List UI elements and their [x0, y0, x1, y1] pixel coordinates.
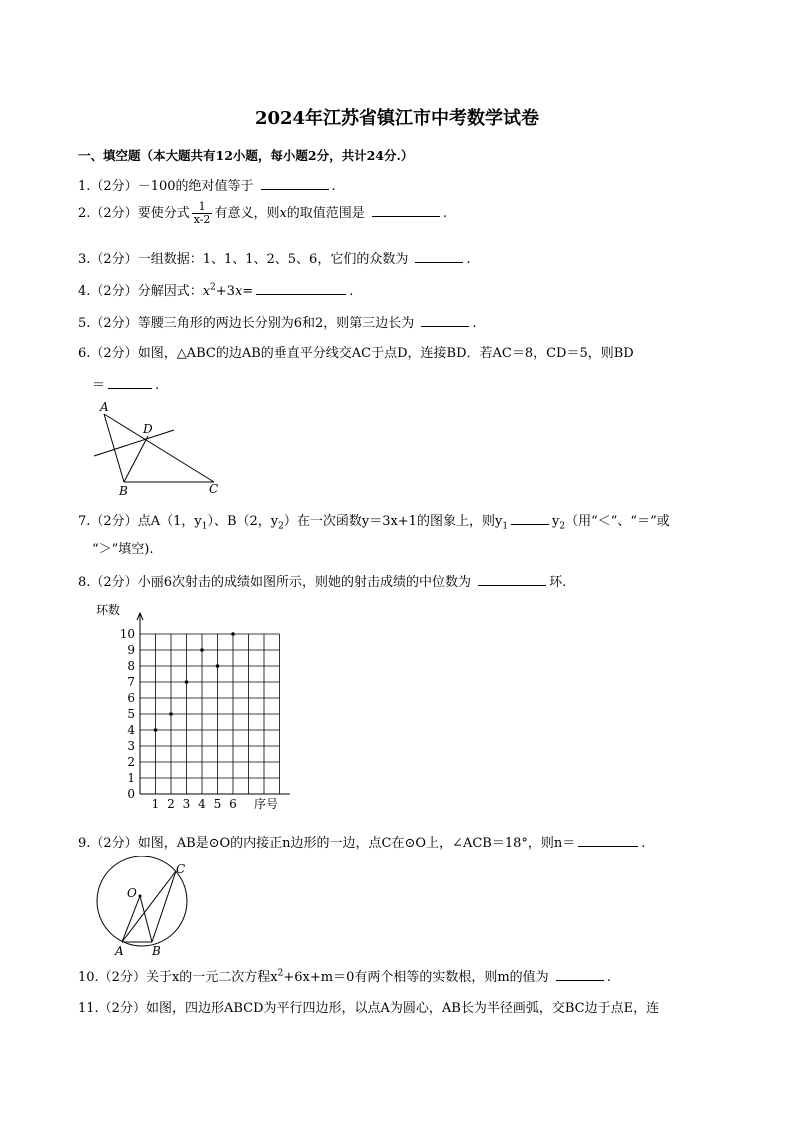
score-chart: [90, 598, 290, 816]
answer-blank[interactable]: [556, 966, 604, 981]
y-tick-label: 4: [127, 723, 135, 737]
fraction: [192, 201, 213, 226]
question-number: 2.（2分）: [78, 206, 138, 221]
answer-blank[interactable]: [511, 510, 549, 525]
variable: x: [234, 284, 243, 299]
subscript: 1: [201, 521, 208, 532]
variable: x: [202, 284, 211, 299]
circle-o: [97, 856, 187, 946]
question-text: 如图，△ABC的边AB的垂直平分线交AC于点D，连接BD．若AC＝8，CD＝5，则BD: [137, 346, 634, 361]
question-6: [78, 342, 634, 361]
subscript: 2: [278, 521, 284, 532]
y-tick-label: 1: [127, 771, 135, 785]
question-number: 4.（2分）: [78, 284, 138, 299]
question-end: .: [155, 378, 160, 393]
answer-blank[interactable]: [478, 571, 546, 586]
data-point: [200, 648, 204, 652]
y-tick-label: 3: [127, 739, 135, 753]
x-tick-label: 1: [151, 797, 160, 811]
question-1: [78, 175, 336, 194]
question-text: －100的绝对值等于: [137, 179, 254, 194]
y-axis-label: 环数: [96, 603, 121, 617]
exponent: 2: [210, 282, 216, 293]
expression: +3: [215, 284, 235, 299]
question-number: 9.（2分）: [78, 836, 138, 851]
question-3: [78, 248, 471, 267]
segment-oa: [122, 896, 140, 942]
label-b: B: [119, 484, 128, 498]
y-tick-label: 2: [127, 755, 135, 769]
question-text: 如图，AB是⊙O的内接正n边形的一边，点C在⊙O上，∠ACB＝18°，则n＝: [137, 836, 576, 851]
fraction-numerator: 1: [192, 201, 213, 214]
question-end: .: [606, 970, 611, 985]
question-number: 6.（2分）: [78, 346, 138, 361]
y-tick-label: 8: [127, 659, 135, 673]
question-text: 要使分式: [137, 206, 190, 221]
question-number: 3.（2分）: [78, 252, 138, 267]
answer-blank[interactable]: [261, 175, 329, 190]
question-end: .: [349, 284, 354, 299]
data-point: [216, 664, 220, 668]
question-text: 关于x的一元二次方程x: [145, 970, 278, 985]
answer-blank[interactable]: [421, 312, 469, 327]
question-number: 10.（2分）: [78, 970, 146, 985]
y-tick-label: 0: [127, 787, 135, 801]
question-4: [78, 280, 353, 299]
question-6-continued: [92, 374, 159, 393]
question-text: 有意义，则: [214, 206, 280, 221]
circle-figure: [90, 856, 200, 958]
x-tick-label: 5: [213, 797, 222, 811]
question-end: .: [442, 206, 448, 221]
x-tick-label: 2: [167, 797, 175, 811]
segment-bc: [152, 871, 176, 942]
question-text: ）、B（2，y: [207, 514, 279, 529]
triangle-figure: [88, 398, 228, 500]
answer-blank[interactable]: [372, 202, 440, 217]
question-8: [78, 571, 566, 590]
variable: x: [279, 206, 287, 221]
question-end: .: [331, 179, 336, 194]
fraction-denominator: x-2: [193, 213, 211, 226]
question-number: 7.（2分）: [78, 514, 138, 529]
chart-ticks: [120, 627, 237, 811]
question-end: .: [472, 316, 477, 331]
question-text: ）在一次函数y＝3x+1的图象上，则y: [283, 514, 503, 529]
page-title: 2024年江苏省镇江市中考数学试卷: [254, 108, 540, 129]
label-o: O: [127, 886, 137, 900]
exponent: 2: [277, 968, 284, 979]
center-point: [139, 895, 142, 898]
question-10: [78, 966, 611, 985]
segment-ob: [140, 896, 152, 942]
data-point: [185, 680, 189, 684]
question-text: 如图，四边形ABCD为平行四边形，以点A为圆心，AB长为半径画弧，交BC边于点E，连: [145, 1001, 660, 1016]
y-tick-label: 7: [127, 675, 135, 689]
data-point: [169, 712, 173, 716]
question-text: 点A（1，y: [137, 514, 202, 529]
question-text: ＝: [92, 378, 106, 393]
answer-blank[interactable]: [108, 374, 152, 389]
label-b: B: [152, 944, 161, 958]
question-text: 的取值范围是: [286, 206, 365, 221]
y-tick-label: 5: [127, 707, 135, 721]
question-text: 等腰三角形的两边长分别为6和2，则第三边长为: [137, 316, 415, 331]
expression: =: [242, 284, 254, 299]
question-text: +6x+m＝0有两个相等的实数根，则m的值为: [283, 970, 549, 985]
data-point: [231, 632, 235, 636]
chart-grid: [140, 634, 280, 794]
label-d: D: [143, 422, 153, 436]
section-heading: 一、填空题（本大题共有12小题，每小题2分，共计24分.）: [78, 148, 414, 163]
label-c: C: [176, 862, 186, 876]
question-7-continued: [92, 538, 154, 557]
question-2: [78, 201, 447, 226]
label-c: C: [209, 482, 219, 496]
question-9: [78, 832, 645, 851]
question-11: [78, 997, 659, 1016]
question-text: （用“＜”、“＝”或: [565, 514, 670, 529]
x-tick-label: 6: [229, 797, 237, 811]
question-7: 7.（2分）点A（1，$y_1$）、B（2，$y_2$）在一次函数y＝3x+1的图象上，则$y_1$ $y_2$（用“＜”、“＝”或: [78, 510, 670, 532]
segment-bd: [124, 436, 148, 482]
label-a: A: [115, 944, 124, 958]
question-end: .: [641, 836, 646, 851]
subscript: 1: [502, 521, 509, 532]
label-a: A: [100, 400, 109, 414]
x-axis-label: 序号: [254, 797, 279, 811]
question-end: .: [466, 252, 471, 267]
chart-axes: [137, 613, 290, 797]
answer-blank[interactable]: [256, 280, 346, 295]
question-number: 1.（2分）: [78, 179, 138, 194]
answer-blank[interactable]: [578, 832, 638, 847]
question-number: 8.（2分）: [78, 575, 138, 590]
subscript: 2: [559, 521, 566, 532]
x-tick-label: 3: [182, 797, 191, 811]
y-tick-label: 6: [127, 691, 135, 705]
perpendicular-bisector: [94, 430, 174, 456]
question-text: 分解因式：: [137, 284, 203, 299]
y-tick-label: 9: [127, 643, 135, 657]
answer-blank[interactable]: [415, 248, 463, 263]
question-number: 5.（2分）: [78, 316, 138, 331]
data-point: [154, 728, 158, 732]
question-text: “＞”填空).: [92, 542, 154, 557]
question-5: [78, 312, 477, 331]
x-tick-label: 4: [198, 797, 206, 811]
question-text: 一组数据：1、1、1、2、5、6，它们的众数为: [137, 252, 409, 267]
question-number: 11.（2分）: [78, 1001, 146, 1016]
question-end: 环.: [549, 575, 567, 590]
question-text: 小丽6次射击的成绩如图所示，则她的射击成绩的中位数为: [137, 575, 471, 590]
y-tick-label: 10: [119, 627, 135, 641]
